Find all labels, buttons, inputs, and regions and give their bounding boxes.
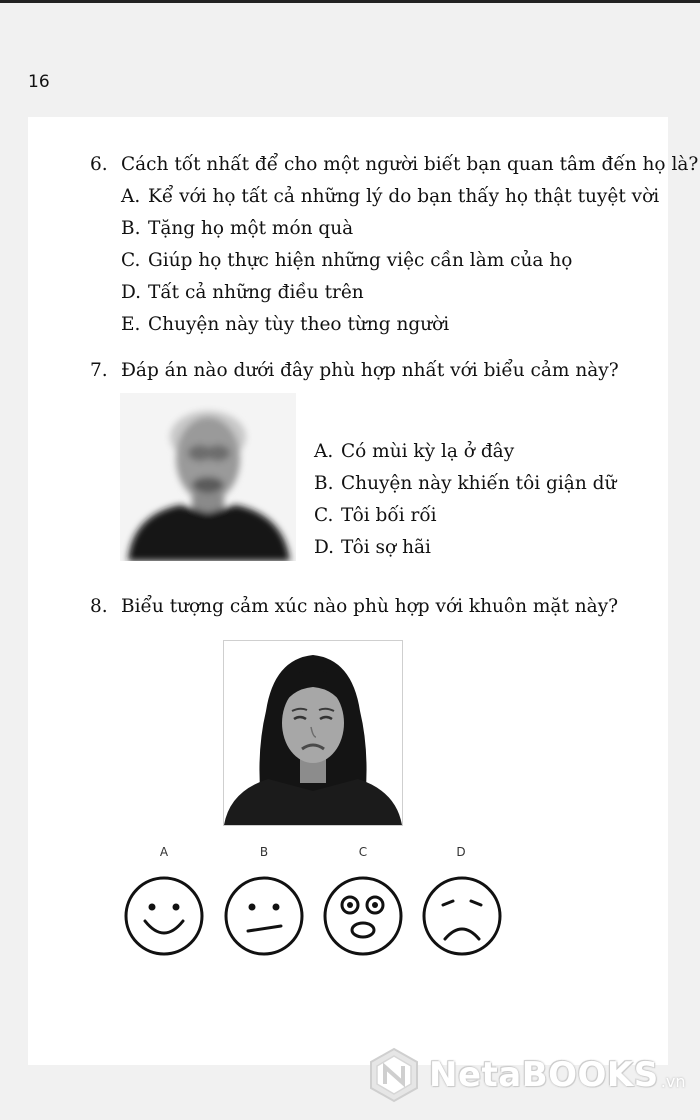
option-letter: D. xyxy=(314,537,335,558)
option-text: Tôi bối rối xyxy=(341,505,437,526)
option-letter: C. xyxy=(121,250,141,271)
question-text: Cách tốt nhất để cho một người biết bạn quan tâm đến họ là? xyxy=(121,154,699,175)
woman-photo xyxy=(223,640,403,826)
option-text: Chuyện này khiến tôi giận dữ xyxy=(341,473,617,494)
top-border xyxy=(0,0,700,3)
emoticon-label-a: A xyxy=(159,845,169,859)
netabooks-logo-icon xyxy=(365,1046,423,1104)
question-text: Biểu tượng cảm xúc nào phù hợp với khuôn mặt này? xyxy=(121,596,619,617)
smile-face-icon xyxy=(123,875,205,957)
option-letter: D. xyxy=(121,282,142,303)
option-7d xyxy=(314,532,431,564)
option-letter: C. xyxy=(314,505,334,526)
neutral-face-icon xyxy=(223,875,305,957)
watermark-suffix: .vn xyxy=(660,1071,686,1091)
option-letter: A. xyxy=(314,441,334,462)
surprised-face-icon xyxy=(322,875,404,957)
option-text: Kể với họ tất cả những lý do bạn thấy họ thật tuyệt vời xyxy=(148,186,660,207)
question-number: 8. xyxy=(90,596,108,617)
option-text: Chuyện này tùy theo từng người xyxy=(148,314,450,335)
option-letter: E. xyxy=(121,314,141,335)
page-number: 16 xyxy=(28,72,50,92)
question-number: 7. xyxy=(90,360,108,381)
option-6b xyxy=(121,213,353,245)
emoticon-label-b: B xyxy=(259,845,269,859)
question-number: 6. xyxy=(90,154,108,175)
quiz-sheet xyxy=(28,117,699,1065)
option-letter: A. xyxy=(121,186,141,207)
emoticon-label-c: C xyxy=(358,845,368,859)
option-text: Tặng họ một món quà xyxy=(148,218,354,239)
emoticon-label-d: D xyxy=(456,845,466,859)
option-text: Tất cả những điều trên xyxy=(148,282,364,303)
man-photo xyxy=(120,393,296,561)
option-text: Có mùi kỳ lạ ở đây xyxy=(341,441,515,462)
sad-face-icon xyxy=(421,875,503,957)
question-text: Đáp án nào dưới đây phù hợp nhất với biểu cảm này? xyxy=(121,360,619,381)
watermark-brand: NetaBOOKS xyxy=(429,1055,659,1095)
option-letter: B. xyxy=(121,218,141,239)
option-6a xyxy=(121,181,659,213)
option-7c xyxy=(314,500,437,532)
option-letter: B. xyxy=(314,473,334,494)
option-6e xyxy=(121,309,449,341)
watermark xyxy=(365,1045,695,1105)
option-text: Giúp họ thực hiện những việc cần làm của họ xyxy=(148,250,573,271)
option-7b xyxy=(314,468,616,500)
option-6c xyxy=(121,245,572,277)
option-7a xyxy=(314,436,514,468)
option-text: Tôi sợ hãi xyxy=(341,537,431,558)
option-6d xyxy=(121,277,364,309)
